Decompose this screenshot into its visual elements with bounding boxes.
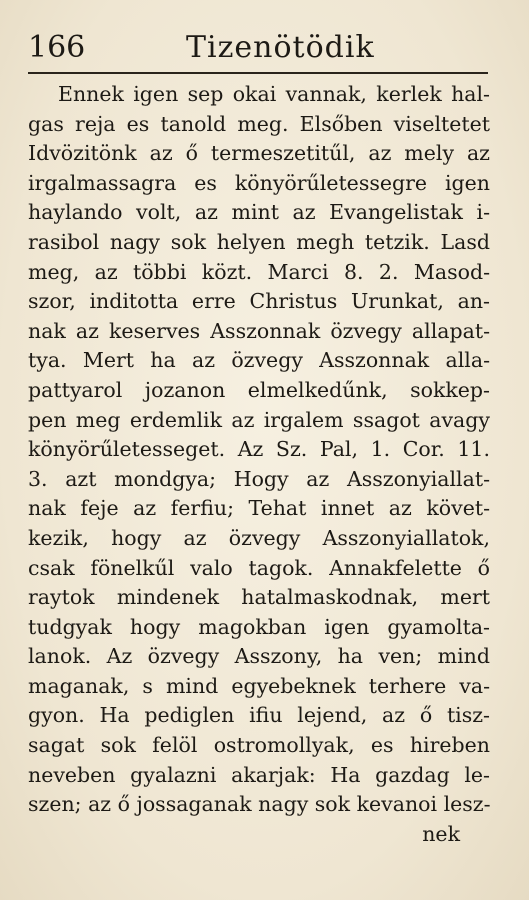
- text-line: irgalmassagra es könyörűletessegre igen: [28, 170, 490, 195]
- text-line: meg, az többi közt. Marci 8. 2. Masod-: [28, 259, 490, 284]
- text-line: szor, inditotta erre Christus Urunkat, an-: [28, 289, 490, 314]
- text-line: tya. Mert ha az özvegy Asszonnak alla-: [28, 348, 490, 373]
- text-line: kezik, hogy az özvegy Asszonyiallatok,: [28, 525, 490, 550]
- text-line: csak fönelkűl valo tagok. Annakfelette ő: [28, 555, 490, 580]
- text-line: lanok. Az özvegy Asszony, ha ven; mind: [28, 644, 490, 669]
- text-line: pen meg erdemlik az irgalem ssagot avagy: [28, 407, 490, 432]
- running-head: Tizenötödik: [186, 30, 375, 65]
- text-line: szen; az ő jossaganak nagy sok kevanoi lesz-: [28, 792, 491, 817]
- text-line: nak az keserves Asszonnak özvegy allapat-: [28, 318, 490, 343]
- catchword: nek: [422, 821, 460, 846]
- text-line: nak feje az ferfiu; Tehat innet az követ-: [28, 496, 490, 521]
- text-line: haylando volt, az mint az Evangelistak i-: [28, 200, 490, 225]
- text-line: sagat sok felöl ostromollyak, es hireben: [28, 733, 490, 758]
- text-line: könyörűletesseget. Az Sz. Pal, 1. Cor. 11.: [28, 437, 490, 462]
- text-line: maganak, s mind egyebeknek terhere va-: [28, 673, 490, 698]
- text-line: Idvözitönk az ő termeszetitűl, az mely az: [28, 141, 490, 166]
- text-line: 3. azt mondgya; Hogy az Asszonyiallat-: [28, 466, 490, 491]
- text-line: Ennek igen sep okai vannak, kerlek hal-: [58, 82, 490, 106]
- text-line: neveben gyalazni akarjak: Ha gazdag le-: [28, 762, 490, 787]
- text-line: tudgyak hogy magokban igen gyamolta-: [28, 614, 490, 639]
- page-number: 166: [28, 30, 86, 65]
- text-line: gyon. Ha pediglen ifiu lejend, az ő tisz-: [28, 703, 490, 728]
- text-line: raytok mindenek hatalmaskodnak, mert: [28, 585, 490, 610]
- text-line: pattyarol jozanon elmelkedűnk, sokkep-: [28, 377, 490, 402]
- header-rule: [28, 72, 488, 74]
- page-header: [28, 30, 498, 70]
- text-line: gas reja es tanold meg. Elsőben viseltetet: [28, 111, 490, 136]
- text-line: rasibol nagy sok helyen megh tetzik. Lasd: [28, 229, 490, 254]
- body-text: [28, 80, 490, 849]
